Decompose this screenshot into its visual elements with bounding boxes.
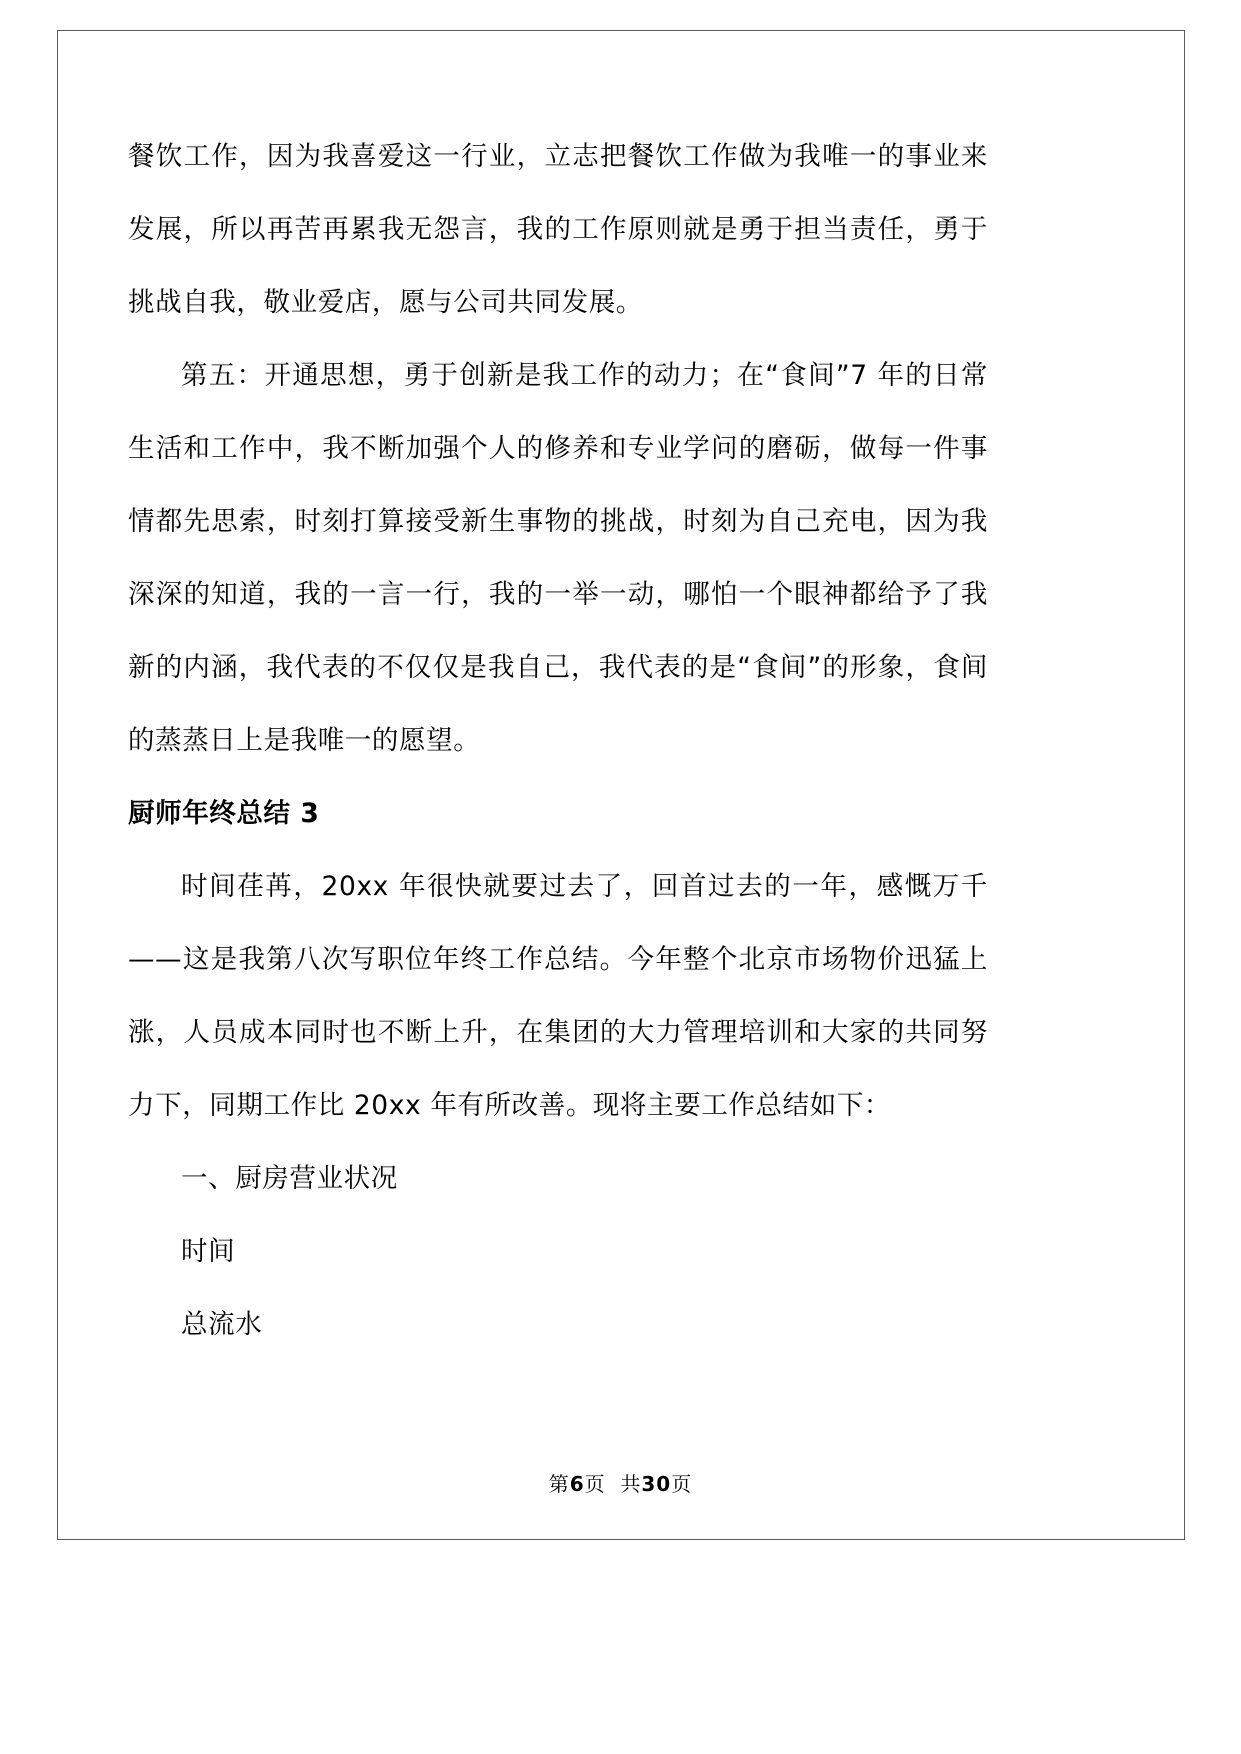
- paragraph-2: 第五：开通思想，勇于创新是我工作的动力；在“食间”7 年的日常生活和工作中，我不断加强个人的修养和专业学问的磨砺，做每一件事情都先思索，时刻打算接受新生事物的挑战，时刻为自己充电，因为我深深的知道，我的一言一行，我的一举一动，哪怕一个眼神都给予了我新的内涵，我代表的不仅仅是我自己，我代表的是“食间”的形象，食间的蒸蒸日上是我唯一的愿望。: [128, 360, 988, 756]
- footer-middle: 页: [584, 1472, 606, 1496]
- footer-total-label: 共: [620, 1472, 642, 1496]
- paragraph-3: 时间荏苒，20xx 年很快就要过去了，回首过去的一年，感慨万千——这是我第八次写职位年终工作总结。今年整个北京市场物价迅猛上涨，人员成本同时也不断上升，在集团的大力管理培训和大家的共同努力下，同期工作比 20xx 年有所改善。现将主要工作总结如下：: [128, 871, 988, 1121]
- paragraph-4: 一、厨房营业状况: [181, 1163, 398, 1194]
- paragraph-1: 餐饮工作，因为我喜爱这一行业，立志把餐饮工作做为我唯一的事业来发展，所以再苦再累我无怨言，我的工作原则就是勇于担当责任，勇于挑战自我，敬业爱店，愿与公司共同发展。: [128, 141, 988, 318]
- footer-current-page: 6: [569, 1472, 585, 1496]
- footer-prefix: 第: [548, 1472, 570, 1496]
- document-body: [128, 120, 988, 1361]
- footer-total-pages: 30: [641, 1472, 672, 1496]
- page-footer: [0, 1468, 1241, 1497]
- section-heading: 厨师年终总结 3: [128, 798, 320, 829]
- paragraph-5: 时间: [181, 1236, 236, 1267]
- paragraph-6: 总流水: [181, 1309, 263, 1340]
- footer-suffix: 页: [671, 1472, 693, 1496]
